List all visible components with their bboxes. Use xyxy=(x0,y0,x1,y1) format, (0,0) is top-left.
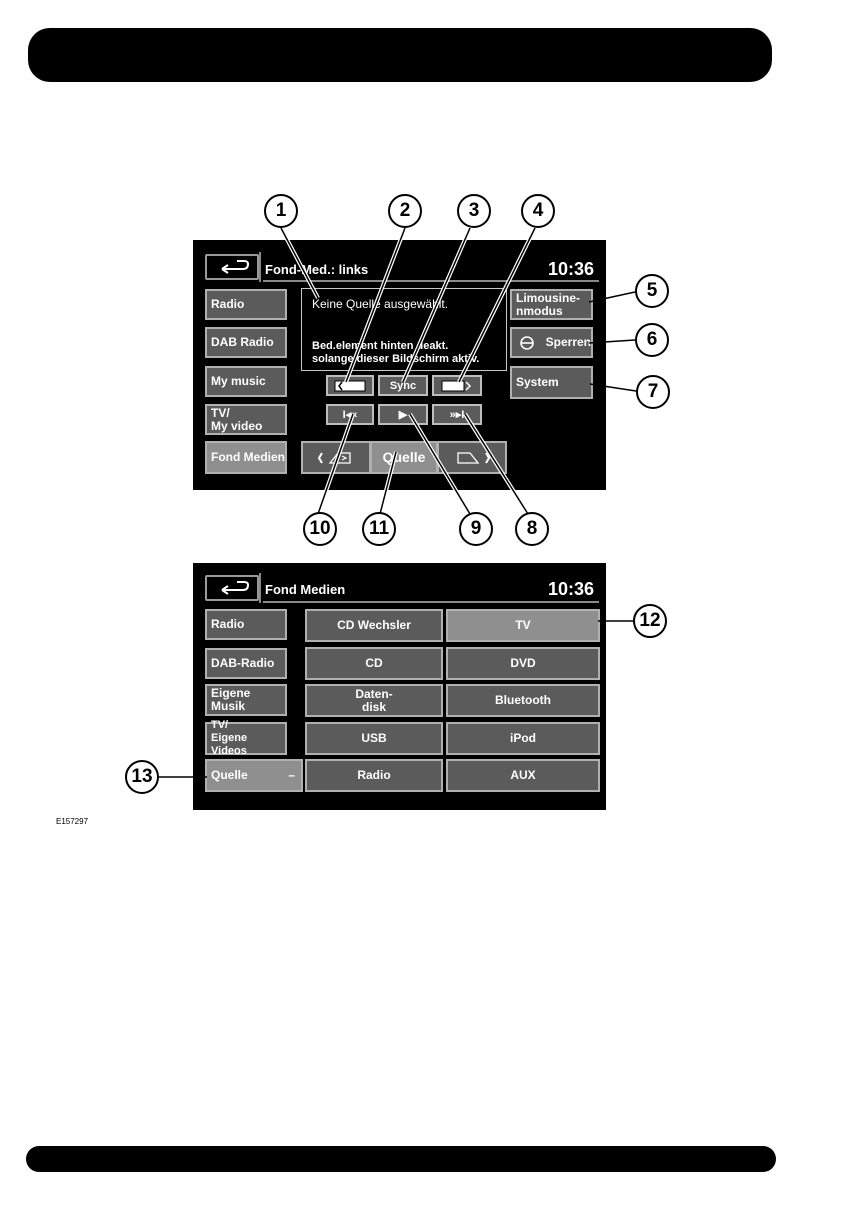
tv-own-videos-button[interactable]: TV/ Eigene Videos xyxy=(205,722,287,755)
back-button[interactable] xyxy=(205,254,259,280)
radio-button[interactable]: Radio xyxy=(205,609,287,640)
dab-radio-button[interactable]: DAB-Radio xyxy=(205,648,287,679)
callout-12: 12 xyxy=(633,604,667,638)
minus-icon: – xyxy=(288,768,295,782)
screen-title: Fond Medien xyxy=(265,582,346,597)
next-source-button[interactable] xyxy=(437,441,507,474)
rear-media-source-screen xyxy=(193,563,606,810)
balance-left-button[interactable] xyxy=(326,375,374,396)
callout-5: 5 xyxy=(635,274,669,308)
return-arrow-icon xyxy=(207,256,257,278)
radio-button[interactable]: Radio xyxy=(205,289,287,320)
callout-11: 11 xyxy=(362,512,396,546)
balance-right-icon xyxy=(438,379,476,393)
dvd-button[interactable]: DVD xyxy=(446,647,600,680)
own-music-button[interactable]: Eigene Musik xyxy=(205,684,287,716)
callout-9: 9 xyxy=(459,512,493,546)
status-message: Keine Quelle ausgewählt. xyxy=(312,297,449,311)
header-divider xyxy=(259,252,261,282)
balance-left-icon xyxy=(331,379,369,393)
usb-button[interactable]: USB xyxy=(305,722,443,755)
back-button[interactable] xyxy=(205,575,259,601)
data-disc-button[interactable]: Daten- disk xyxy=(305,684,443,717)
aux-button[interactable]: AUX xyxy=(446,759,600,792)
radio-source-button[interactable]: Radio xyxy=(305,759,443,792)
rear-media-button[interactable]: Fond Medien xyxy=(205,441,287,474)
status-note-1: Bed.element hinten deakt. xyxy=(312,340,449,352)
rear-media-left-screen xyxy=(193,240,606,490)
cd-changer-button[interactable]: CD Wechsler xyxy=(305,609,443,642)
status-box xyxy=(301,288,507,371)
next-screen-icon xyxy=(442,447,502,469)
lock-button[interactable] xyxy=(510,327,593,358)
return-arrow-icon xyxy=(207,577,257,599)
callout-13: 13 xyxy=(125,760,159,794)
header-underline xyxy=(263,601,599,603)
previous-track-button[interactable]: I◂« xyxy=(326,404,374,425)
balance-right-button[interactable] xyxy=(432,375,482,396)
my-music-button[interactable]: My music xyxy=(205,366,287,397)
callout-6: 6 xyxy=(635,323,669,357)
footer-bar xyxy=(26,1146,776,1172)
cd-button[interactable]: CD xyxy=(305,647,443,680)
callout-7: 7 xyxy=(636,375,670,409)
prev-screen-icon xyxy=(306,447,366,469)
clock: 10:36 xyxy=(548,259,595,279)
ipod-button[interactable]: iPod xyxy=(446,722,600,755)
figure-code: E157297 xyxy=(56,817,89,826)
tv-video-button[interactable]: TV/ My video xyxy=(205,404,287,435)
screen-title: Fond-Med.: links xyxy=(265,262,369,277)
source-button[interactable] xyxy=(205,759,303,792)
callout-4: 4 xyxy=(521,194,555,228)
next-track-button[interactable]: »▸I xyxy=(432,404,482,425)
lock-icon xyxy=(518,334,534,352)
previous-source-button[interactable] xyxy=(301,441,371,474)
callout-2: 2 xyxy=(388,194,422,228)
header-underline xyxy=(263,280,599,282)
limousine-mode-button[interactable]: Limousine- nmodus xyxy=(510,289,593,320)
source-button[interactable]: Quelle xyxy=(370,441,438,474)
lock-label: Sperren xyxy=(545,335,591,349)
header-divider xyxy=(259,573,261,603)
sync-button[interactable]: Sync xyxy=(378,375,428,396)
source-label: Quelle xyxy=(211,768,248,782)
tv-button[interactable]: TV xyxy=(446,609,600,642)
callout-1: 1 xyxy=(264,194,298,228)
header-bar xyxy=(28,28,772,82)
play-button[interactable]: ▶ xyxy=(378,404,428,425)
status-note-2: solange dieser Bildschirm aktiv. xyxy=(312,353,480,365)
system-button[interactable]: System xyxy=(510,366,593,399)
bluetooth-button[interactable]: Bluetooth xyxy=(446,684,600,717)
dab-radio-button[interactable]: DAB Radio xyxy=(205,327,287,358)
callout-8: 8 xyxy=(515,512,549,546)
callout-3: 3 xyxy=(457,194,491,228)
clock: 10:36 xyxy=(548,579,595,599)
callout-10: 10 xyxy=(303,512,337,546)
